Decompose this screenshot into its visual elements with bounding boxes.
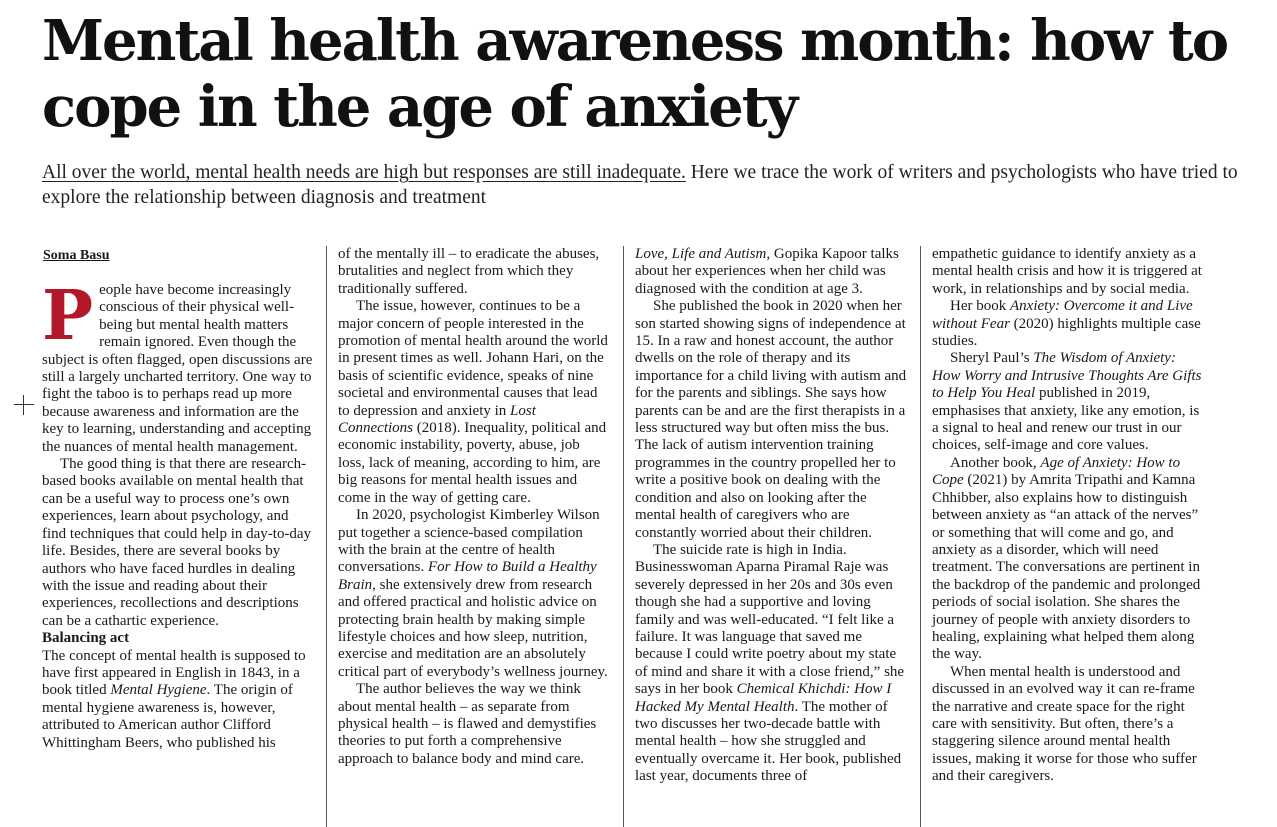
paragraph-text: , she extensively drew from research and offered practical and holistic advice on protecting brain health by making simple lifestyle choices and how sleep, nutrition, exercise and meditation are an absolutely critical part of everybody’s wellness journey.	[338, 576, 608, 680]
author-byline[interactable]: Soma Basu	[43, 248, 110, 263]
body-paragraph	[42, 648, 314, 752]
body-paragraph: The author believes the way we think about mental health – as separate from physical health – is flawed and demystifies theories to put forth a comprehensive approach to balance body and mind care.	[338, 681, 597, 767]
paragraph-text: The suicide rate is high in India. Businesswoman Aparna Piramal Raje was severely depressed in her 20s and 30s even though she had a supportive and loving family and was well-educated. “I felt like a failure. It was language that saved me because I could write poetry about my state of mind and share it with a close friend,” she says in her book	[635, 541, 905, 698]
body-paragraph: empathetic guidance to identify anxiety as a mental health crisis and how it is triggered at work, in relationships and by social media.	[932, 246, 1202, 297]
paragraph-text: Another book,	[950, 454, 1041, 471]
article-standfirst	[42, 160, 1242, 210]
body-paragraph	[338, 507, 610, 681]
paragraph-text: The concept of mental health is supposed to have first appeared in English in 1843, in a book titled	[42, 647, 306, 699]
book-title: Lost Connections	[338, 402, 536, 437]
body-paragraph	[932, 350, 1204, 454]
paragraph-text: (2020) highlights multiple case studies.	[932, 315, 1201, 350]
book-title: Love, Life and Autism	[635, 246, 767, 262]
body-paragraph	[635, 246, 907, 298]
body-paragraph	[338, 298, 610, 507]
drop-cap: P	[42, 276, 94, 356]
body-paragraph	[932, 455, 1204, 664]
paragraph-text: In 2020, psychologist Kimberley Wilson put together a science-based compilation with the brain at the centre of health conversations.	[338, 507, 600, 576]
article-column-4	[932, 246, 1204, 786]
article-column-3	[635, 246, 907, 786]
standfirst-underlined: All over the world, mental health needs are high but responses are still inadequate.	[42, 162, 686, 183]
body-paragraph	[932, 298, 1204, 350]
column-divider	[920, 246, 921, 827]
paragraph-text: . The mother of two discusses her two-decade battle with mental health – how she struggled and eventually overcame it. Her book, published last year, documents three of	[635, 698, 902, 785]
paragraph-text: The issue, however, continues to be a major concern of people interested in the promotion of mental health around the world in present times as well. Johann Hari, on the basis of scientific evidence, speaks of nine societal and environmental causes that lead to depression and anxiety in	[338, 298, 608, 419]
article-headline: Mental health awareness month: how to cope in the age of anxiety	[42, 8, 1228, 140]
body-paragraph	[635, 542, 907, 786]
column-divider	[623, 246, 624, 827]
body-paragraph: She published the book in 2020 when her son started showing signs of independence at 15. In a raw and honest account, the author dwells on the role of therapy and its importance for a child living with autism and for the parents and siblings. She says how parents can be and are the first therapists in a less structured way but often miss the bus. The lack of autism intervention training programmes in the country propelled her to write a positive book on dealing with the condition and also on looking after the mental health of caregivers who are constantly worried about their children.	[635, 298, 907, 541]
column-divider	[326, 246, 327, 827]
paragraph-text: . The origin of mental hygiene awareness is, however, attributed to American author Clifford Whittingham Beers, who published his	[42, 682, 293, 751]
paragraph-text: Sheryl Paul’s	[950, 350, 1034, 367]
article-column-2	[338, 246, 610, 768]
standfirst-rest: Here we trace the work of writers and psychologists who have tried to explore the relationship between diagnosis and treatment	[42, 162, 1238, 208]
paragraph-text: Her book	[950, 298, 1010, 315]
cursor-crosshair-vertical	[23, 395, 24, 415]
book-title: Anxiety: Overcome it and Live without Fear	[932, 298, 1193, 332]
section-subhead: Balancing act	[42, 630, 130, 647]
book-title: Chemical Khichdi: How I Hacked My Mental Health	[635, 681, 892, 715]
paragraph-text: , Gopika Kapoor talks about her experiences when her child was diagnosed with the condition at age 3.	[635, 246, 899, 297]
paragraph-text: published in 2019, emphasises that anxiety, like any emotion, is a signal to heal and renew our trust in our choices, self-image and core values.	[932, 385, 1200, 454]
cursor-crosshair	[14, 404, 34, 405]
paragraph-text: (2021) by Amrita Tripathi and Kamna Chhibber, also explains how to distinguish between anxiety as “an attack of the nerves” or something that will come and go, and anxiety as a disorder, which will need treatment. The conversations are pertinent in the backdrop of the pandemic and prolonged periods of social isolation. She shares the journey of people with anxiety disorders to healing, explaining what helped them along the way.	[932, 472, 1201, 663]
body-paragraph: When mental health is understood and discussed in an evolved way it can re-frame the narrative and create space for the right care with sensitivity. But often, there’s a staggering silence around mental health issues, making it worse for those who suffer and their caregivers.	[932, 663, 1197, 785]
book-title: The Wisdom of Anxiety: How Worry and Intrusive Thoughts Are Gifts to Help You Heal	[932, 350, 1202, 402]
body-paragraph: The good thing is that there are research-based books available on mental health that can be a useful way to process one’s own experiences, learn about psychology, and find techniques that could help in day-to-day life. Besides, there are several books by authors who have faced hurdles in dealing with the issue and reading about their experiences, recollections and descriptions can be a cathartic experience.	[42, 456, 312, 629]
paragraph-text: (2018). Inequality, political and economic instability, poverty, abuse, job loss, lack of meaning, according to him, are big reasons for mental health issues and come in the way of getting care.	[338, 420, 607, 506]
article-column-1	[42, 276, 314, 752]
book-title: For How to Build a Healthy Brain	[338, 559, 597, 593]
paragraph-text: eople have become increasingly conscious of their physical well-being but mental health matters remain ignored. Even though the subject is often flagged, open discussions are still a largely uncharted territory. One way to fight the taboo is to perhaps read up more because awareness and information are the key to learning, understanding and accepting the nuances of mental health management.	[42, 282, 313, 455]
body-paragraph: of the mentally ill – to eradicate the abuses, brutalities and neglect from which they traditionally suffered.	[338, 246, 600, 297]
book-title: Age of Anxiety: How to Cope	[932, 454, 1181, 489]
book-title: Mental Hygiene	[110, 682, 207, 699]
body-paragraph	[42, 276, 314, 456]
